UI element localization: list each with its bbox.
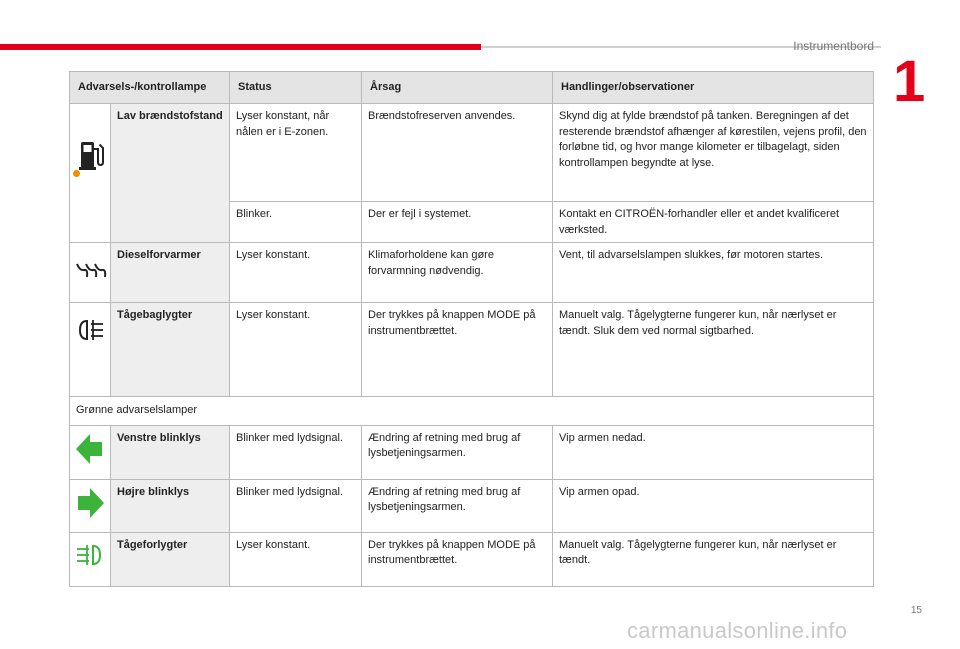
cause-cell: Ændring af retning med brug af lysbetjeningsarmen. (362, 425, 553, 479)
status-cell: Blinker med lydsignal. (230, 479, 362, 532)
right-arrow-icon (70, 483, 110, 523)
cause-cell: Klimaforholdene kan gøre forvarmning nødvendig. (362, 243, 553, 303)
group-label: Grønne advarselslamper (70, 397, 874, 426)
icon-cell (70, 425, 111, 479)
fuel-pump-icon (70, 135, 110, 175)
column-header-status: Status (230, 72, 362, 104)
action-cell: Manuelt valg. Tågelygterne fungerer kun, når nærlyset er tændt. (553, 532, 874, 586)
table-row (70, 425, 874, 479)
lamp-name: Venstre blinklys (111, 425, 230, 479)
glow-plug-icon (70, 250, 110, 290)
chapter-number: 1 (893, 49, 926, 114)
status-cell: Lyser konstant, når nålen er i E-zonen. (230, 104, 362, 202)
table-row (70, 303, 874, 397)
lamp-name: Tågeforlygter (111, 532, 230, 586)
lamp-name: Lav brændstofstand (111, 104, 230, 243)
action-cell: Kontakt en CITROËN-forhandler eller et andet kvalificeret værksted. (553, 202, 874, 243)
lamp-name: Dieselforvarmer (111, 243, 230, 303)
icon-cell (70, 303, 111, 397)
cause-cell: Der trykkes på knappen MODE på instrumentbrættet. (362, 303, 553, 397)
orange-indicator-dot (73, 170, 80, 177)
watermark: carmanualsonline.info (627, 618, 848, 643)
column-header-action: Handlinger/observationer (553, 72, 874, 104)
rear-fog-light-icon (70, 311, 110, 351)
table-row (70, 532, 874, 586)
icon-cell (70, 532, 111, 586)
column-header-lamp: Advarsels-/kontrollampe (70, 72, 230, 104)
cause-cell: Ændring af retning med brug af lysbetjeningsarmen. (362, 479, 553, 532)
group-row (70, 397, 874, 426)
column-header-cause: Årsag (362, 72, 553, 104)
action-cell: Skynd dig at fylde brændstof på tanken. Beregningen af det resterende brændstof afhænger af kørestilen, vejens profil, den forløbne tid, og hvor mange kilometer er tilbagelagt, siden kontrollampen begyndte at lyse. (553, 104, 874, 202)
status-cell: Lyser konstant. (230, 243, 362, 303)
action-cell: Vip armen nedad. (553, 425, 874, 479)
header-accent-bar (0, 44, 481, 50)
lamp-name: Højre blinklys (111, 479, 230, 532)
status-cell: Lyser konstant. (230, 532, 362, 586)
section-title: Instrumentbord (793, 39, 874, 53)
cause-cell: Brændstofreserven anvendes. (362, 104, 553, 202)
lamp-name: Tågebaglygter (111, 303, 230, 397)
table-row (70, 243, 874, 303)
action-cell: Manuelt valg. Tågelygterne fungerer kun, når nærlyset er tændt. Sluk dem ved normal sigtbarhed. (553, 303, 874, 397)
cause-cell: Der trykkes på knappen MODE på instrumentbrættet. (362, 532, 553, 586)
icon-cell (70, 104, 111, 243)
action-cell: Vent, til advarselslampen slukkes, før motoren startes. (553, 243, 874, 303)
front-fog-light-icon (70, 536, 110, 576)
table-row (70, 479, 874, 532)
icon-cell (70, 479, 111, 532)
action-cell: Vip armen opad. (553, 479, 874, 532)
table-row (70, 104, 874, 202)
status-cell: Blinker. (230, 202, 362, 243)
cause-cell: Der er fejl i systemet. (362, 202, 553, 243)
table-header-row (70, 72, 874, 104)
warning-lamp-table (69, 71, 874, 587)
left-arrow-icon (70, 429, 110, 469)
page-number: 15 (910, 605, 922, 616)
icon-cell (70, 243, 111, 303)
status-cell: Lyser konstant. (230, 303, 362, 397)
status-cell: Blinker med lydsignal. (230, 425, 362, 479)
